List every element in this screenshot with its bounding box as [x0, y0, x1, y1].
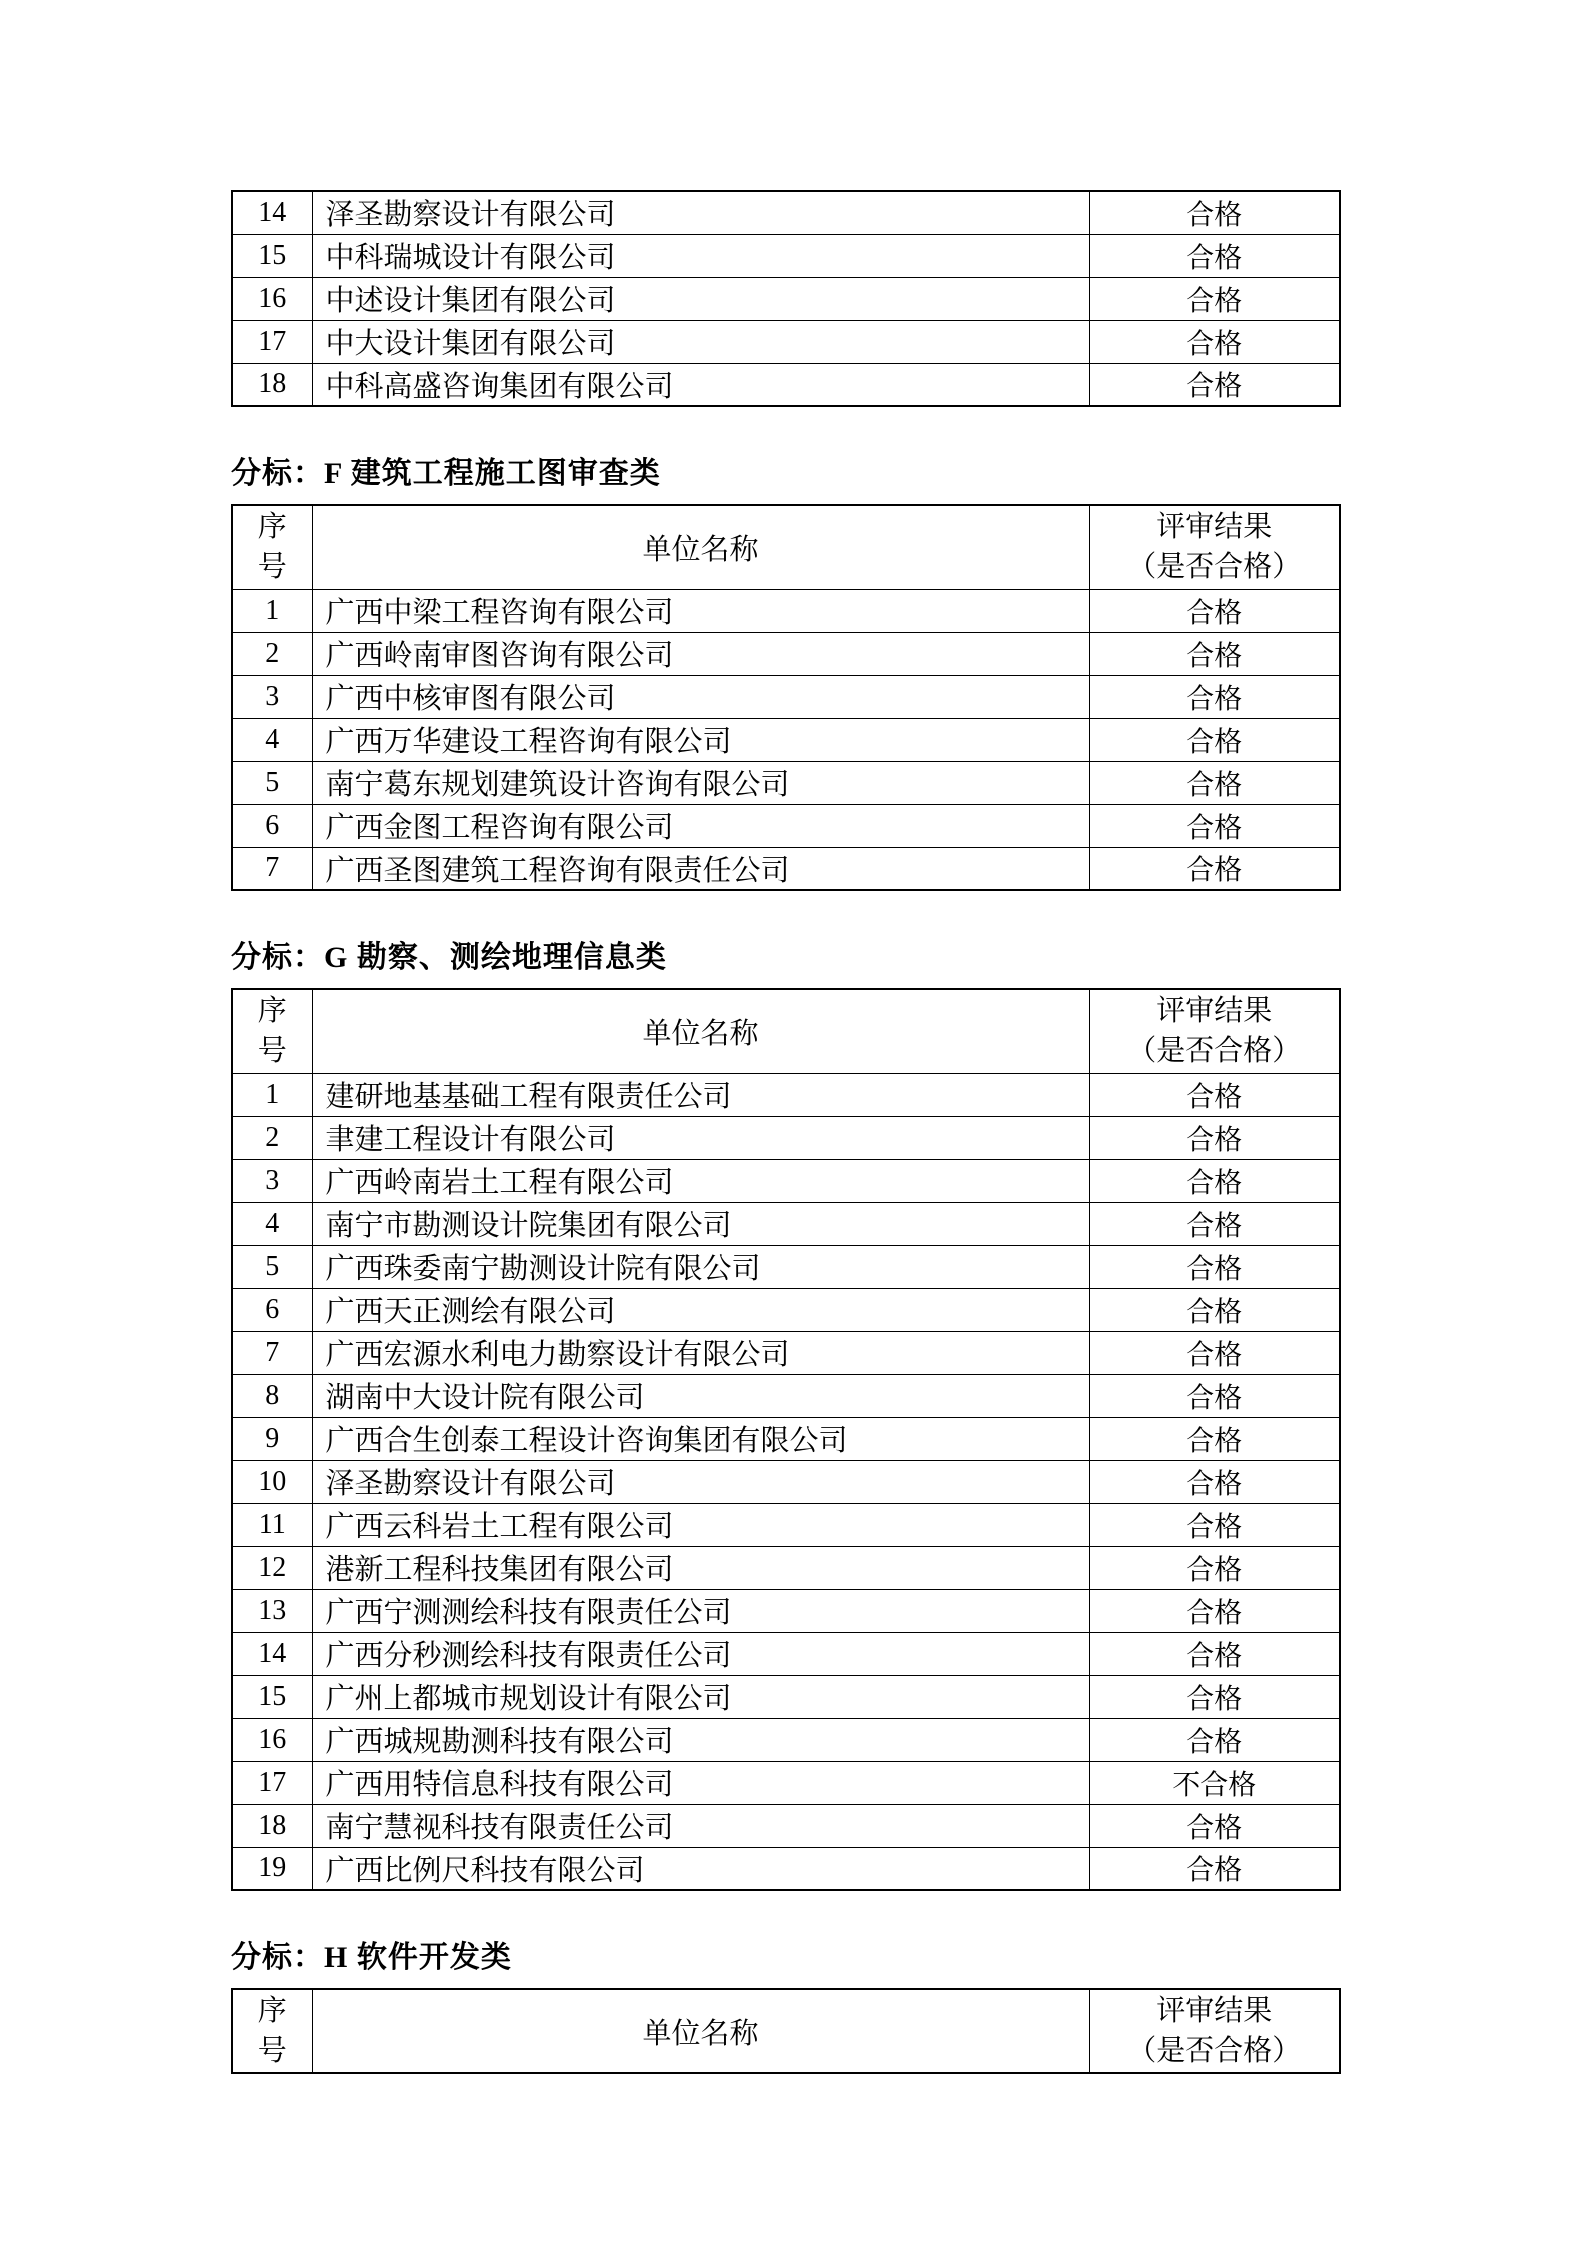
review-result: 合格	[1089, 1202, 1340, 1245]
row-index: 18	[232, 1804, 312, 1847]
review-result: 合格	[1089, 1546, 1340, 1589]
header-review-result	[1089, 1989, 1340, 2073]
company-name: 广西宏源水利电力勘察设计有限公司	[312, 1331, 1089, 1374]
section-g	[231, 941, 1341, 1891]
review-result: 合格	[1089, 1417, 1340, 1460]
row-index: 2	[232, 1116, 312, 1159]
table-row	[232, 277, 1340, 320]
header-review-result	[1089, 989, 1340, 1073]
review-result: 合格	[1089, 847, 1340, 890]
row-index: 4	[232, 718, 312, 761]
row-index: 5	[232, 761, 312, 804]
review-result: 合格	[1089, 761, 1340, 804]
section-continuation	[231, 190, 1341, 407]
table-row	[232, 1761, 1340, 1804]
review-result: 合格	[1089, 1503, 1340, 1546]
row-index: 15	[232, 234, 312, 277]
header-result-line2: （是否合格）	[1127, 551, 1302, 584]
table-row	[232, 1374, 1340, 1417]
company-name: 湖南中大设计院有限公司	[312, 1374, 1089, 1417]
table-row	[232, 1116, 1340, 1159]
row-index: 16	[232, 277, 312, 320]
row-index: 1	[232, 589, 312, 632]
review-result: 合格	[1089, 804, 1340, 847]
table-row	[232, 1589, 1340, 1632]
table-body	[232, 589, 1340, 890]
header-index-line1: 序	[257, 511, 287, 544]
review-result: 合格	[1089, 363, 1340, 406]
table-row	[232, 847, 1340, 890]
results-table	[231, 1988, 1341, 2074]
table-body	[232, 1073, 1340, 1890]
table-row	[232, 1460, 1340, 1503]
table-row	[232, 1288, 1340, 1331]
row-index: 18	[232, 363, 312, 406]
company-name: 广西岭南审图咨询有限公司	[312, 632, 1089, 675]
company-name: 聿建工程设计有限公司	[312, 1116, 1089, 1159]
row-index: 19	[232, 1847, 312, 1890]
company-name: 广西万华建设工程咨询有限公司	[312, 718, 1089, 761]
header-index	[232, 989, 312, 1073]
table-row	[232, 1804, 1340, 1847]
table-row	[232, 632, 1340, 675]
review-result: 合格	[1089, 1073, 1340, 1116]
table-row	[232, 1073, 1340, 1116]
table-row	[232, 320, 1340, 363]
company-name: 中科瑞城设计有限公司	[312, 234, 1089, 277]
review-result: 合格	[1089, 1460, 1340, 1503]
table-row	[232, 1159, 1340, 1202]
table-row	[232, 804, 1340, 847]
header-result-line1: 评审结果	[1156, 1995, 1273, 2027]
company-name: 广西比例尺科技有限公司	[312, 1847, 1089, 1890]
company-name: 中科高盛咨询集团有限公司	[312, 363, 1089, 406]
row-index: 16	[232, 1718, 312, 1761]
header-result-line1: 评审结果	[1156, 511, 1273, 544]
row-index: 3	[232, 675, 312, 718]
header-company-name: 单位名称	[312, 505, 1089, 589]
row-index: 3	[232, 1159, 312, 1202]
results-table	[231, 988, 1341, 1891]
table-row	[232, 1245, 1340, 1288]
table-row	[232, 1503, 1340, 1546]
table-header-row	[232, 989, 1340, 1073]
review-result: 合格	[1089, 1718, 1340, 1761]
row-index: 13	[232, 1589, 312, 1632]
header-index-line2: 号	[257, 1035, 287, 1068]
review-result: 合格	[1089, 191, 1340, 234]
table-row	[232, 761, 1340, 804]
table-row	[232, 1202, 1340, 1245]
row-index: 5	[232, 1245, 312, 1288]
row-index: 2	[232, 632, 312, 675]
review-result: 合格	[1089, 1288, 1340, 1331]
review-result: 合格	[1089, 1804, 1340, 1847]
section-f	[231, 457, 1341, 891]
row-index: 6	[232, 804, 312, 847]
row-index: 17	[232, 320, 312, 363]
company-name: 中述设计集团有限公司	[312, 277, 1089, 320]
row-index: 12	[232, 1546, 312, 1589]
table-row	[232, 675, 1340, 718]
company-name: 泽圣勘察设计有限公司	[312, 1460, 1089, 1503]
section-title: 分标：F 建筑工程施工图审查类	[231, 457, 661, 490]
header-company-name: 单位名称	[312, 1989, 1089, 2073]
header-index-line1: 序	[257, 995, 287, 1028]
review-result: 合格	[1089, 1245, 1340, 1288]
review-result: 合格	[1089, 320, 1340, 363]
table-header-row	[232, 505, 1340, 589]
company-name: 中大设计集团有限公司	[312, 320, 1089, 363]
header-review-result	[1089, 505, 1340, 589]
row-index: 10	[232, 1460, 312, 1503]
header-index	[232, 1989, 312, 2073]
row-index: 7	[232, 1331, 312, 1374]
company-name: 广西天正测绘有限公司	[312, 1288, 1089, 1331]
review-result: 合格	[1089, 1632, 1340, 1675]
header-index-line2: 号	[257, 551, 287, 584]
review-result: 合格	[1089, 1847, 1340, 1890]
row-index: 15	[232, 1675, 312, 1718]
company-name: 广西宁测测绘科技有限责任公司	[312, 1589, 1089, 1632]
table-row	[232, 1847, 1340, 1890]
section-title: 分标：G 勘察、测绘地理信息类	[231, 941, 667, 974]
table-row	[232, 589, 1340, 632]
company-name: 广西中梁工程咨询有限公司	[312, 589, 1089, 632]
review-result: 合格	[1089, 1374, 1340, 1417]
row-index: 17	[232, 1761, 312, 1804]
table-row	[232, 1718, 1340, 1761]
review-result: 合格	[1089, 1589, 1340, 1632]
header-result-line2: （是否合格）	[1127, 1035, 1302, 1068]
review-result: 合格	[1089, 1331, 1340, 1374]
row-index: 6	[232, 1288, 312, 1331]
table-row	[232, 1632, 1340, 1675]
company-name: 广西岭南岩土工程有限公司	[312, 1159, 1089, 1202]
review-result: 合格	[1089, 1159, 1340, 1202]
review-result: 合格	[1089, 277, 1340, 320]
review-result: 合格	[1089, 675, 1340, 718]
table-row	[232, 363, 1340, 406]
company-name: 港新工程科技集团有限公司	[312, 1546, 1089, 1589]
header-company-name: 单位名称	[312, 989, 1089, 1073]
results-table	[231, 190, 1341, 407]
row-index: 11	[232, 1503, 312, 1546]
company-name: 广西用特信息科技有限公司	[312, 1761, 1089, 1804]
row-index: 14	[232, 191, 312, 234]
table-body	[232, 191, 1340, 406]
results-table	[231, 504, 1341, 891]
header-index-line1: 序	[257, 1995, 287, 2027]
header-result-line2: （是否合格）	[1127, 2035, 1302, 2067]
table-row	[232, 1546, 1340, 1589]
table-row	[232, 1675, 1340, 1718]
header-index	[232, 505, 312, 589]
review-result: 合格	[1089, 718, 1340, 761]
company-name: 南宁葛东规划建筑设计咨询有限公司	[312, 761, 1089, 804]
table-row	[232, 1417, 1340, 1460]
table-row	[232, 191, 1340, 234]
company-name: 广西合生创泰工程设计咨询集团有限公司	[312, 1417, 1089, 1460]
review-result: 合格	[1089, 1675, 1340, 1718]
header-result-line1: 评审结果	[1156, 995, 1273, 1028]
review-result: 不合格	[1089, 1761, 1340, 1804]
row-index: 14	[232, 1632, 312, 1675]
review-result: 合格	[1089, 632, 1340, 675]
row-index: 4	[232, 1202, 312, 1245]
table-row	[232, 718, 1340, 761]
row-index: 8	[232, 1374, 312, 1417]
company-name: 南宁慧视科技有限责任公司	[312, 1804, 1089, 1847]
company-name: 广西珠委南宁勘测设计院有限公司	[312, 1245, 1089, 1288]
row-index: 1	[232, 1073, 312, 1116]
row-index: 9	[232, 1417, 312, 1460]
company-name: 广西分秒测绘科技有限责任公司	[312, 1632, 1089, 1675]
table-row	[232, 234, 1340, 277]
review-result: 合格	[1089, 589, 1340, 632]
header-index-line2: 号	[257, 2035, 287, 2067]
company-name: 建研地基基础工程有限责任公司	[312, 1073, 1089, 1116]
section-h	[231, 1941, 1341, 2074]
section-title: 分标：H 软件开发类	[231, 1941, 512, 1974]
company-name: 广州上都城市规划设计有限公司	[312, 1675, 1089, 1718]
row-index: 7	[232, 847, 312, 890]
company-name: 广西中核审图有限公司	[312, 675, 1089, 718]
company-name: 广西云科岩土工程有限公司	[312, 1503, 1089, 1546]
company-name: 广西城规勘测科技有限公司	[312, 1718, 1089, 1761]
table-row	[232, 1331, 1340, 1374]
review-result: 合格	[1089, 234, 1340, 277]
company-name: 南宁市勘测设计院集团有限公司	[312, 1202, 1089, 1245]
company-name: 泽圣勘察设计有限公司	[312, 191, 1089, 234]
table-header-row	[232, 1989, 1340, 2073]
review-result: 合格	[1089, 1116, 1340, 1159]
company-name: 广西金图工程咨询有限公司	[312, 804, 1089, 847]
company-name: 广西圣图建筑工程咨询有限责任公司	[312, 847, 1089, 890]
